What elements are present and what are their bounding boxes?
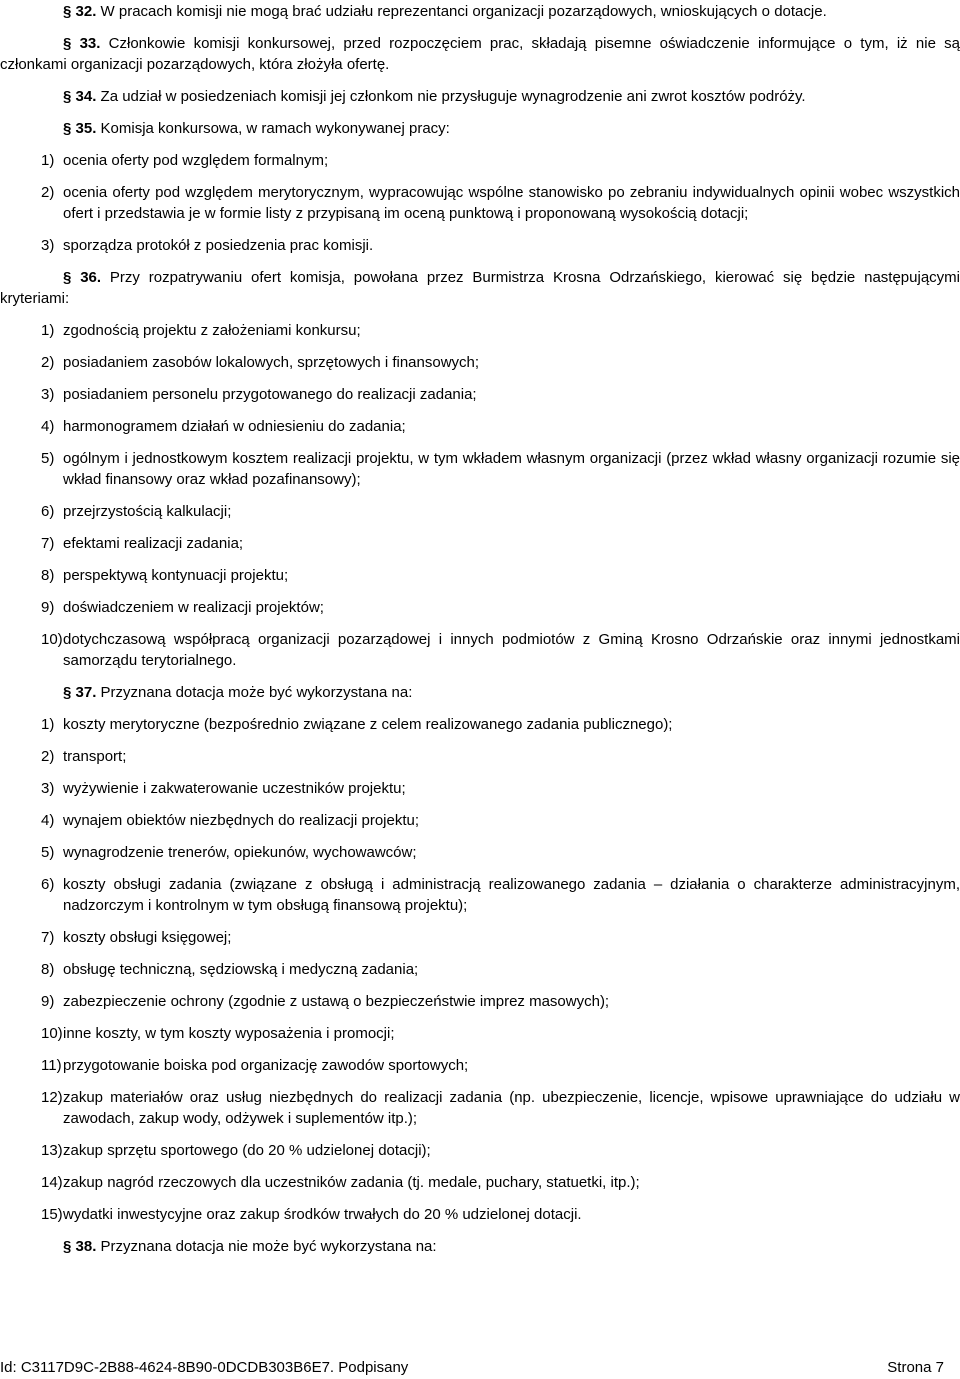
paragraph-37 xyxy=(0,682,960,703)
paragraph-text: Przy rozpatrywaniu ofert komisja, powołana przez Burmistrza Krosna Odrzańskiego, kierować się będzie następującymi kryteriami: xyxy=(0,269,960,307)
list-item-text: wynagrodzenie trenerów, opiekunów, wychowawców; xyxy=(63,844,417,861)
list-item-number: 7) xyxy=(41,535,55,552)
paragraph-33 xyxy=(0,33,960,75)
section-number: § 34. xyxy=(63,88,97,105)
list-item xyxy=(0,874,960,916)
list-item-number: 1) xyxy=(41,152,55,169)
list-item xyxy=(0,1172,960,1193)
list-item-text: inne koszty, w tym koszty wyposażenia i promocji; xyxy=(63,1025,395,1042)
page-number: Strona 7 xyxy=(887,1359,944,1376)
list-item-number: 9) xyxy=(41,599,55,616)
list-item-number: 7) xyxy=(41,929,55,946)
paragraph-35 xyxy=(0,118,960,139)
paragraph-text: Przyznana dotacja nie może być wykorzystana na: xyxy=(96,1238,437,1255)
paragraph-34 xyxy=(0,86,960,107)
list-item-number: 12) xyxy=(41,1089,63,1106)
list-item xyxy=(0,1140,960,1161)
list-item-text: wydatki inwestycyjne oraz zakup środków trwałych do 20 % udzielonej dotacji. xyxy=(63,1206,582,1223)
list-item-text: posiadaniem zasobów lokalowych, sprzętowych i finansowych; xyxy=(63,354,480,371)
list-item-text: koszty merytoryczne (bezpośrednio związane z celem realizowanego zadania publicznego); xyxy=(63,716,673,733)
list-item xyxy=(0,448,960,490)
list-item-text: zgodnością projektu z założeniami konkursu; xyxy=(63,322,361,339)
list-item xyxy=(0,959,960,980)
list-item xyxy=(0,533,960,554)
list-item xyxy=(0,629,960,671)
list-item-number: 8) xyxy=(41,961,55,978)
list-item-text: koszty obsługi zadania (związane z obsługą i administracją realizowanego zadania – działania o charakterze administracyjnym, nadzorczym i kontrolnym w tym obsługą finansową projektu); xyxy=(63,876,960,914)
list-item-text: transport; xyxy=(63,748,127,765)
list-item xyxy=(0,842,960,863)
paragraph-text: Za udział w posiedzeniach komisji jej członkom nie przysługuje wynagrodzenie ani zwrot kosztów podróży. xyxy=(96,88,806,105)
paragraph-38 xyxy=(0,1236,960,1257)
list-item-text: perspektywą kontynuacji projektu; xyxy=(63,567,289,584)
list-item-text: ocenia oferty pod względem merytorycznym, wypracowując wspólne stanowisko po zebraniu indywidualnych opinii wobec wszystkich ofert i przedstawia je w formie listy z przypisaną im oceną punktową i proponowaną wysokością dotacji; xyxy=(63,184,960,222)
list-item-text: harmonogramem działań w odniesieniu do zadania; xyxy=(63,418,406,435)
list-item xyxy=(0,1204,960,1225)
list-item-number: 3) xyxy=(41,386,55,403)
list-item xyxy=(0,927,960,948)
section-number: § 36. xyxy=(63,269,102,286)
list-item-text: zakup sprzętu sportowego (do 20 % udzielonej dotacji); xyxy=(63,1142,431,1159)
section-number: § 35. xyxy=(63,120,97,137)
list-item xyxy=(0,810,960,831)
list-item-text: zakup nagród rzeczowych dla uczestników zadania (tj. medale, puchary, statuetki, itp.); xyxy=(63,1174,640,1191)
list-item-number: 6) xyxy=(41,503,55,520)
list-item-text: posiadaniem personelu przygotowanego do realizacji zadania; xyxy=(63,386,477,403)
list-item-number: 3) xyxy=(41,237,55,254)
list-item-text: efektami realizacji zadania; xyxy=(63,535,244,552)
list-item-text: przygotowanie boiska pod organizację zawodów sportowych; xyxy=(63,1057,469,1074)
section-number: § 37. xyxy=(63,684,97,701)
list-item xyxy=(0,501,960,522)
list-item xyxy=(0,150,960,171)
list-item xyxy=(0,714,960,735)
list-item xyxy=(0,182,960,224)
paragraph-text: W pracach komisji nie mogą brać udziału reprezentanci organizacji pozarządowych, wnioskujących o dotacje. xyxy=(96,3,827,20)
list-item-number: 10) xyxy=(41,631,63,648)
list-37 xyxy=(0,714,960,1225)
list-item-text: zabezpieczenie ochrony (zgodnie z ustawą o bezpieczeństwie imprez masowych); xyxy=(63,993,610,1010)
section-number: § 32. xyxy=(63,3,97,20)
document-id: Id: C3117D9C-2B88-4624-8B90-0DCDB303B6E7. Podpisany xyxy=(0,1359,409,1376)
paragraph-36 xyxy=(0,267,960,309)
list-item-number: 1) xyxy=(41,322,55,339)
paragraph-text: Przyznana dotacja może być wykorzystana na: xyxy=(96,684,413,701)
list-item-text: zakup materiałów oraz usług niezbędnych do realizacji zadania (np. ubezpieczenie, licencje, wpisowe uprawniające do udziału w zawodach, zakup wody, odżywek i suplementów itp.); xyxy=(63,1089,960,1127)
list-item xyxy=(0,565,960,586)
list-item xyxy=(0,384,960,405)
list-item-number: 2) xyxy=(41,748,55,765)
list-item-text: wyżywienie i zakwaterowanie uczestników projektu; xyxy=(63,780,406,797)
list-item xyxy=(0,352,960,373)
list-item-text: dotychczasową współpracą organizacji pozarządowej i innych podmiotów z Gminą Krosno Odrzańskie oraz innymi jednostkami samorządu terytorialnego. xyxy=(63,631,960,669)
list-item-number: 3) xyxy=(41,780,55,797)
list-item xyxy=(0,778,960,799)
page-footer xyxy=(0,1357,960,1378)
list-item-text: doświadczeniem w realizacji projektów; xyxy=(63,599,324,616)
list-item-number: 2) xyxy=(41,184,55,201)
list-item-text: przejrzystością kalkulacji; xyxy=(63,503,232,520)
list-item-number: 4) xyxy=(41,812,55,829)
list-item-number: 15) xyxy=(41,1206,63,1223)
paragraph-text: Komisja konkursowa, w ramach wykonywanej pracy: xyxy=(96,120,450,137)
section-number: § 38. xyxy=(63,1238,97,1255)
list-35 xyxy=(0,150,960,256)
list-item-number: 11) xyxy=(41,1057,62,1074)
list-item xyxy=(0,1087,960,1129)
list-item-text: ogólnym i jednostkowym kosztem realizacji projektu, w tym wkładem własnym organizacji (przez wkład własny organizacji rozumie się wkład finansowy oraz wkład pozafinansowy); xyxy=(63,450,960,488)
section-number: § 33. xyxy=(63,35,101,52)
list-item-text: koszty obsługi księgowej; xyxy=(63,929,232,946)
list-item-number: 13) xyxy=(41,1142,63,1159)
list-item xyxy=(0,1023,960,1044)
list-item xyxy=(0,320,960,341)
document-body xyxy=(0,1,960,1268)
list-item-number: 14) xyxy=(41,1174,63,1191)
list-item-number: 5) xyxy=(41,450,55,467)
list-item xyxy=(0,597,960,618)
list-item-text: sporządza protokół z posiedzenia prac komisji. xyxy=(63,237,374,254)
list-item-number: 10) xyxy=(41,1025,63,1042)
list-item-number: 8) xyxy=(41,567,55,584)
list-item-number: 6) xyxy=(41,876,55,893)
list-item-number: 4) xyxy=(41,418,55,435)
list-item-number: 5) xyxy=(41,844,55,861)
list-item-number: 1) xyxy=(41,716,55,733)
list-item xyxy=(0,746,960,767)
list-item xyxy=(0,235,960,256)
list-item xyxy=(0,416,960,437)
list-item-text: obsługę techniczną, sędziowską i medyczną zadania; xyxy=(63,961,419,978)
list-item xyxy=(0,991,960,1012)
list-36 xyxy=(0,320,960,671)
list-item-number: 2) xyxy=(41,354,55,371)
paragraph-text: Członkowie komisji konkursowej, przed rozpoczęciem prac, składają pisemne oświadczenie informujące o tym, iż nie są członkami organizacji pozarządowych, która złożyła ofertę. xyxy=(0,35,960,73)
list-item-number: 9) xyxy=(41,993,55,1010)
list-item xyxy=(0,1055,960,1076)
list-item-text: ocenia oferty pod względem formalnym; xyxy=(63,152,329,169)
list-item-text: wynajem obiektów niezbędnych do realizacji projektu; xyxy=(63,812,420,829)
paragraph-32 xyxy=(0,1,960,22)
